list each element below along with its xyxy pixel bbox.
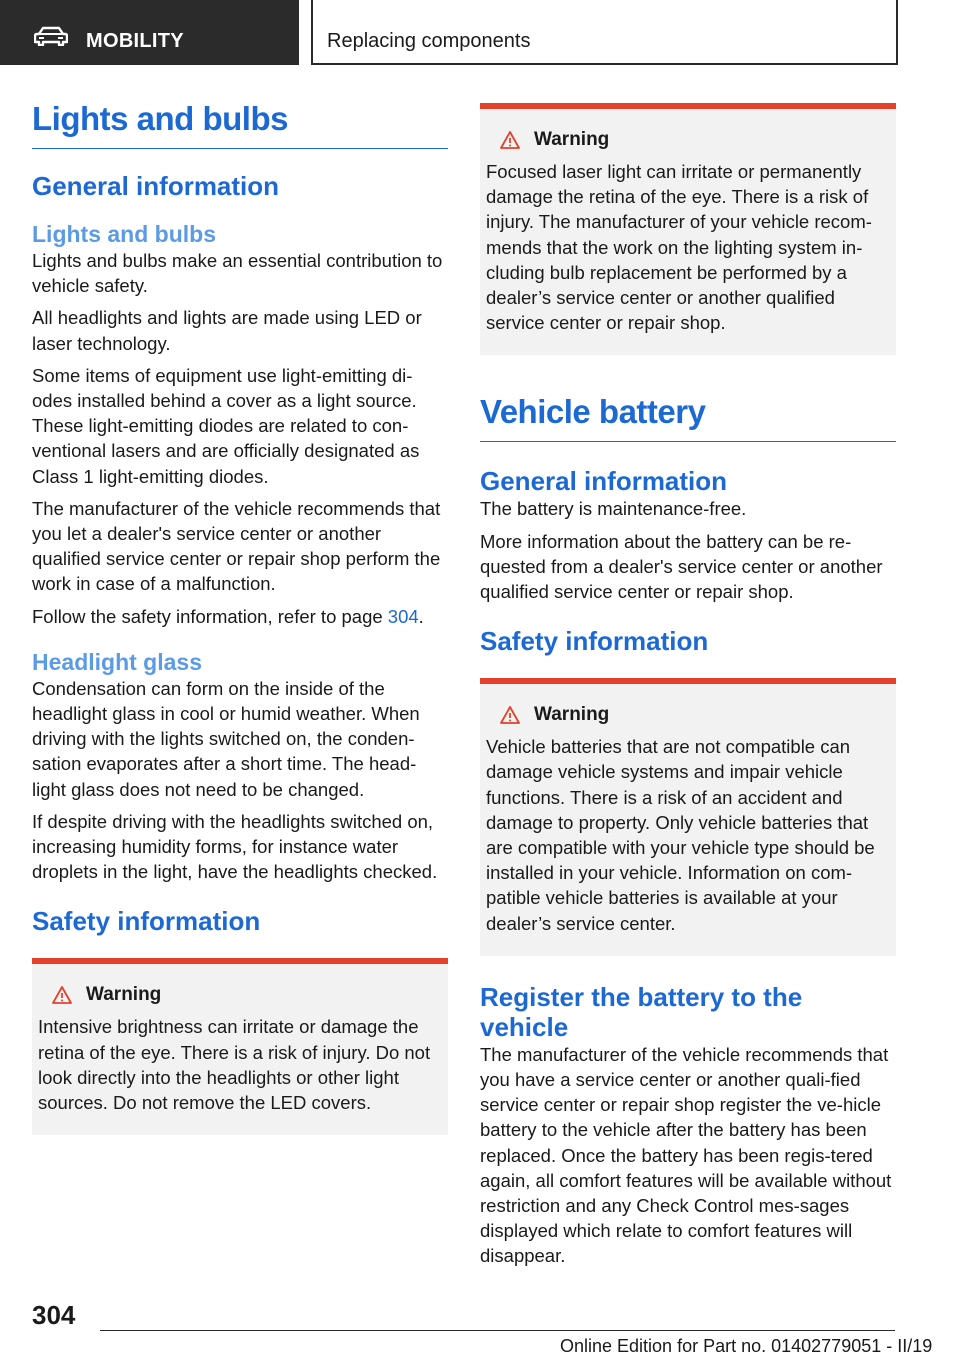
warning-title: Warning	[534, 704, 610, 726]
section-label: MOBILITY	[86, 30, 184, 52]
register-battery-heading: Register the battery to the vehicle	[480, 981, 803, 1042]
paragraph: The manufacturer of the vehicle recommends that you let a dealer's service center or another qualified service center or repair shop perform the work in case of a malfunction.	[32, 497, 441, 595]
paragraph: Condensation can form on the inside of the headlight glass in cool or humid weather. When driving with the lights switched on, the conden-sation evaporates after a short time. The head-light glass does not need to be changed.	[32, 677, 420, 800]
paragraph: More information about the battery can be re-quested from a dealer's service center or another qualified service center or repair shop.	[480, 530, 883, 603]
page-reference-link[interactable]: 304	[387, 605, 419, 627]
paragraph: The manufacturer of the vehicle recommends that you have a service center or another quali-fied service center or repair shop register the ve-hicle battery to the vehicle after the battery has been replaced. Once the battery has been regis-tered again, all comfort features will be available without restriction and any Check Control mes-sages displayed which relate to comfort features will disappear.	[480, 1043, 892, 1267]
chapter-title: Replacing components	[327, 30, 531, 52]
safety-info-heading: Safety information	[480, 626, 709, 657]
paragraph: The battery is maintenance-free.	[480, 498, 747, 520]
warning-triangle-icon	[500, 131, 520, 149]
warning-text: Vehicle batteries that are not compatible can damage vehicle systems and impair vehicle functions. There is a risk of an accident and damage to property. Only vehicle batteries that are compatible with your vehicle type should be installed in your vehicle. Information on com-patible vehicle batteries is available at your dealer’s service center.	[486, 736, 875, 934]
warning-text: Focused laser light can irritate or permanently damage the retina of the eye. There is a risk of injury. The manufacturer of your vehicle recom-mends that the work on the lighting system in-cluding bulb replacement be performed by a dealer’s service center or another qualified service center or repair shop.	[486, 161, 872, 334]
paragraph: All headlights and lights are made using LED or laser technology.	[32, 307, 422, 354]
page-number: 304	[32, 1300, 76, 1330]
warning-box	[32, 958, 448, 1135]
warning-box	[480, 678, 896, 956]
paragraph	[32, 604, 448, 629]
warning-triangle-icon	[52, 986, 72, 1004]
text: .	[418, 605, 424, 627]
safety-info-heading: Safety information	[32, 906, 261, 937]
warning-box	[480, 103, 896, 355]
warning-triangle-icon	[500, 706, 520, 724]
warning-header	[500, 129, 890, 151]
edition-note: Online Edition for Part no. 01402779051 - II/19	[560, 1336, 933, 1356]
general-info-heading: General information	[32, 171, 280, 201]
page-title: Lights and bulbs	[32, 100, 448, 149]
chapter-header	[311, 0, 898, 65]
paragraph: If despite driving with the headlights switched on, increasing humidity forms, for instance water droplets in the light, have the headlights checked.	[32, 810, 438, 883]
paragraph: Lights and bulbs make an essential contribution to vehicle safety.	[32, 250, 443, 297]
right-column	[480, 103, 896, 1269]
section-tab	[0, 0, 299, 65]
text: Follow the safety information, refer to page	[32, 605, 388, 627]
warning-title: Warning	[534, 129, 610, 150]
lights-subheading: Lights and bulbs	[32, 221, 216, 247]
headlight-glass-subheading: Headlight glass	[32, 648, 202, 675]
warning-header	[500, 704, 890, 726]
warning-text: Intensive brightness can irritate or damage the retina of the eye. There is a risk of injury. Do not look directly into the headlights or other light sources. Do not remove the LED covers.	[38, 1016, 431, 1114]
left-column	[32, 100, 448, 1135]
warning-header	[52, 984, 442, 1006]
footer-divider	[100, 1330, 895, 1331]
warning-title: Warning	[86, 984, 162, 1006]
paragraph: Some items of equipment use light-emitting di-odes installed behind a cover as a light source. These light-emitting diodes are related to con-ventional lasers and are officially designated as Class 1 light-emitting diodes.	[32, 364, 420, 487]
general-info-heading: General information	[480, 466, 728, 497]
car-icon	[34, 26, 68, 46]
section-title: Vehicle battery	[480, 393, 896, 442]
